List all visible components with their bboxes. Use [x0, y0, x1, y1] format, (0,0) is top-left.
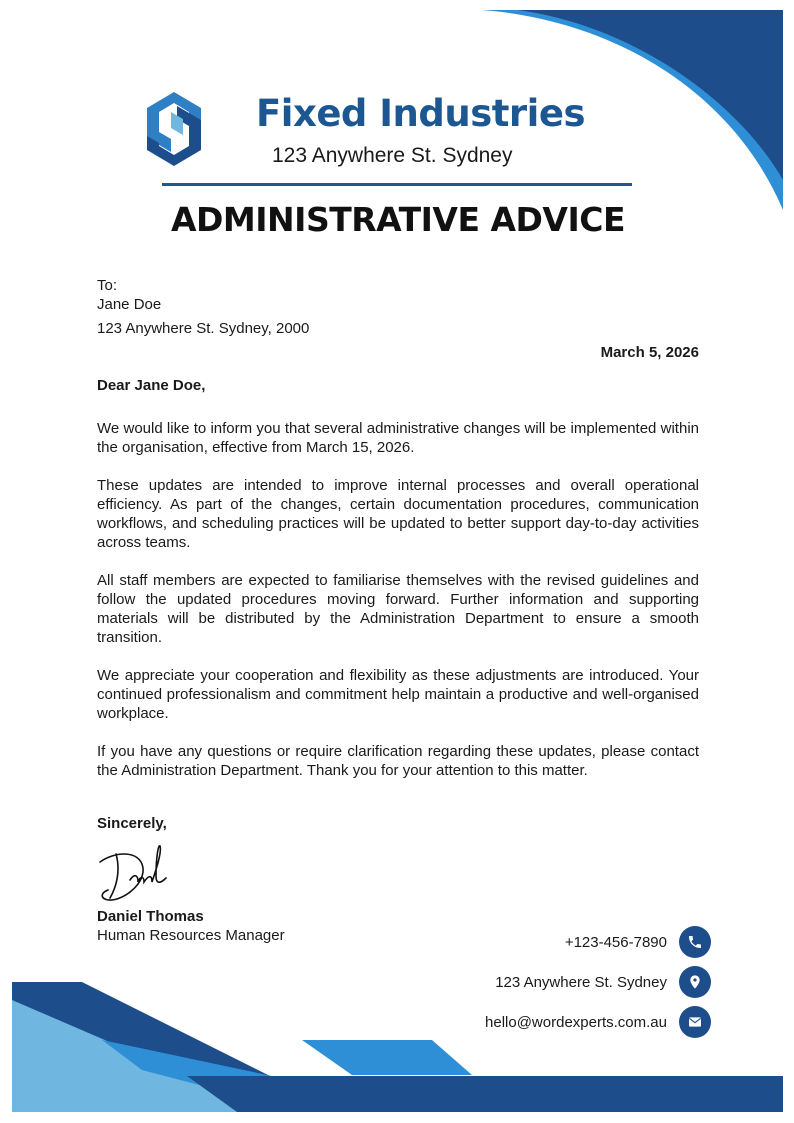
signer-name: Daniel Thomas: [97, 908, 204, 925]
header-divider: [162, 183, 632, 186]
company-logo-icon: [145, 90, 203, 168]
location-pin-icon: [679, 966, 711, 998]
to-label: To:: [97, 277, 118, 294]
contact-address: [495, 966, 711, 998]
footer-band-base: [187, 1076, 783, 1112]
letter-page: [12, 10, 783, 1112]
closing: Sincerely,: [97, 815, 167, 832]
body-paragraph: If you have any questions or require clarification regarding these updates, please contact the Administration Department. Thank you for your attention to this matter.: [97, 743, 699, 779]
recipient-address: 123 Anywhere St. Sydney, 2000: [97, 320, 310, 337]
body-paragraph: We appreciate your cooperation and flexibility as these adjustments are introduced. Your continued professionalism and commitment help maintain a productive and well-organised workplace.: [97, 667, 699, 722]
signature: [94, 840, 168, 904]
letter-date: March 5, 2026: [600, 344, 699, 361]
salutation: Dear Jane Doe,: [97, 377, 206, 394]
phone-icon: [679, 926, 711, 958]
document-title: ADMINISTRATIVE ADVICE: [171, 200, 625, 239]
contact-phone: [565, 926, 711, 958]
phone-text: +123-456-7890: [564, 933, 667, 951]
body-paragraph: All staff members are expected to familiarise themselves with the revised guidelines and follow the updated procedures moving forward. Further information and supporting materials will be distributed by the Administration Department to ensure a smooth transition.: [97, 572, 699, 646]
email-icon: [679, 1006, 711, 1038]
footer-band-blue: [102, 1040, 442, 1112]
signer-role: Human Resources Manager: [97, 927, 285, 944]
footer-band-light: [12, 1000, 272, 1112]
footer-band-accent: [302, 1040, 472, 1075]
recipient-name: Jane Doe: [97, 296, 162, 313]
email-text: hello@wordexperts.com.au: [485, 1013, 667, 1031]
footer-band-navy: [12, 982, 342, 1112]
company-address: 123 Anywhere St. Sydney: [272, 144, 513, 167]
body-paragraph: We would like to inform you that several administrative changes will be implemented within the organisation, effective from March 15, 2026.: [97, 420, 699, 456]
address-text: 123 Anywhere St. Sydney: [495, 973, 667, 991]
company-name: Fixed Industries: [256, 92, 585, 135]
contact-email: [485, 1006, 711, 1038]
body-paragraph: These updates are intended to improve internal processes and overall operational efficiency. As part of the changes, certain documentation procedures, communication workflows, and scheduling practices will be updated to better support day-to-day activities across teams.: [97, 477, 699, 551]
